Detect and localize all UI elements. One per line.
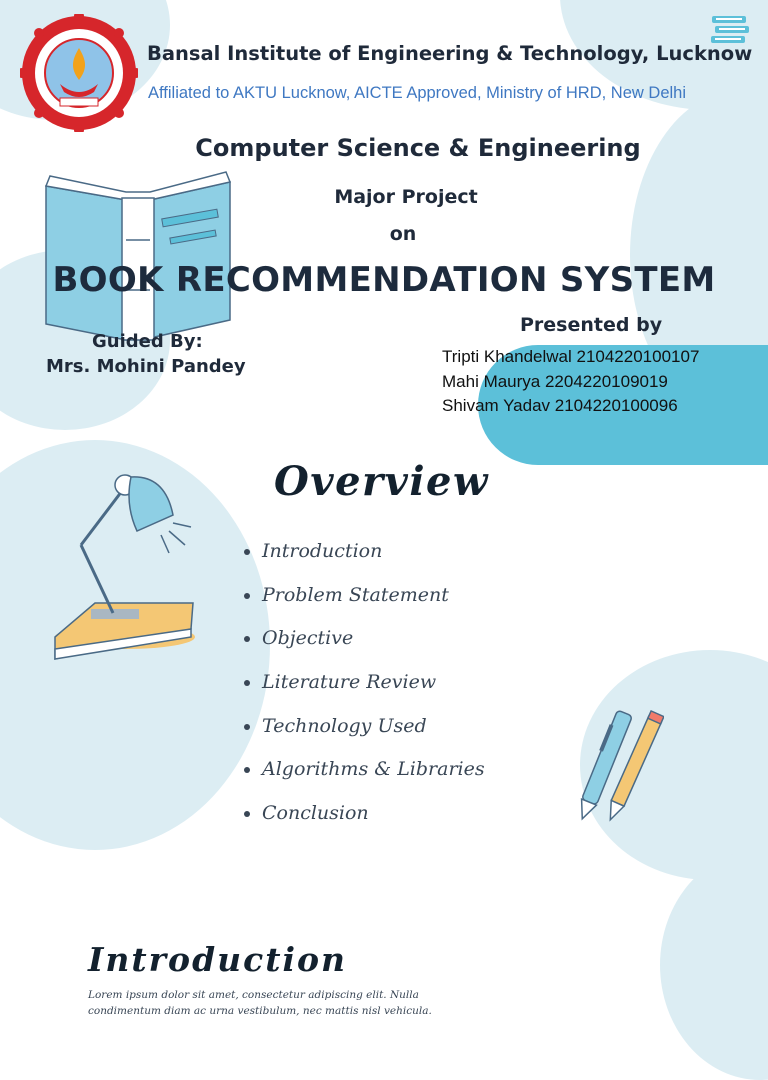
desk-lamp-icon bbox=[45, 465, 215, 665]
bullet-icon bbox=[244, 636, 250, 642]
guide-name: Mrs. Mohini Pandey bbox=[46, 356, 246, 377]
bg-blob-bottom-right bbox=[660, 850, 768, 1080]
bullet-icon bbox=[244, 549, 250, 555]
pen-pencil-icon bbox=[574, 705, 664, 830]
bullet-icon bbox=[244, 724, 250, 730]
bullet-icon bbox=[244, 593, 250, 599]
bullet-icon bbox=[244, 767, 250, 773]
introduction-heading: Introduction bbox=[88, 940, 348, 979]
overview-heading: Overview bbox=[274, 458, 489, 505]
overview-list bbox=[242, 540, 485, 846]
overview-item-technology-used: Technology Used bbox=[242, 715, 485, 759]
guided-by-label: Guided By: bbox=[92, 331, 203, 352]
overview-item-objective: Objective bbox=[242, 627, 485, 671]
member-1: Tripti Khandelwal 2104220100107 bbox=[442, 347, 700, 366]
department-name: Computer Science & Engineering bbox=[195, 134, 641, 162]
member-2: Mahi Maurya 2204220109019 bbox=[442, 372, 668, 391]
institute-logo-icon bbox=[20, 14, 138, 132]
project-title: BOOK RECOMMENDATION SYSTEM bbox=[52, 260, 716, 300]
overview-item-conclusion: Conclusion bbox=[242, 802, 485, 846]
bullet-icon bbox=[244, 680, 250, 686]
overview-item-problem-statement: Problem Statement bbox=[242, 584, 485, 628]
overview-item-algorithms-libraries: Algorithms & Libraries bbox=[242, 758, 485, 802]
member-3: Shivam Yadav 2104220100096 bbox=[442, 396, 678, 415]
overview-item-introduction: Introduction bbox=[242, 540, 485, 584]
project-on-label: on bbox=[389, 223, 417, 245]
institute-affiliation: Affiliated to AKTU Lucknow, AICTE Approved, Ministry of HRD, New Delhi bbox=[148, 84, 686, 102]
overview-item-literature-review: Literature Review bbox=[242, 671, 485, 715]
project-type: Major Project bbox=[334, 186, 478, 208]
presented-by-label: Presented by bbox=[520, 314, 663, 336]
bullet-icon bbox=[244, 811, 250, 817]
institute-name: Bansal Institute of Engineering & Technology, Lucknow bbox=[147, 42, 753, 65]
introduction-body: Lorem ipsum dolor sit amet, consectetur adipiscing elit. Nulla condimentum diam ac urna vestibulum, nec mattis nisl vehicula. bbox=[88, 989, 432, 1017]
